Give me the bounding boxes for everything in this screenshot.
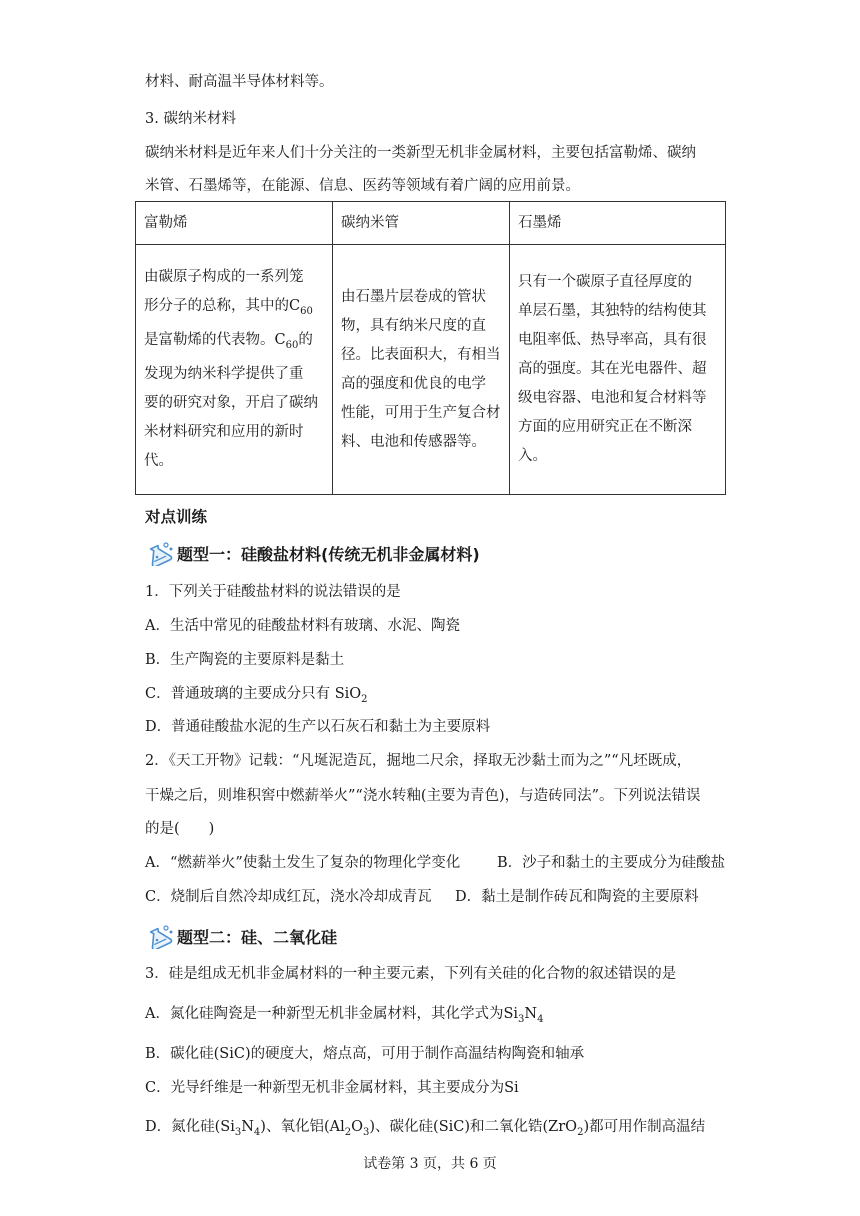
q2-stem-line: 干燥之后，则堆积窖中燃薪举火”“浇水转釉(主要为青色)，与造砖同法”。下列说法错误 — [145, 788, 701, 804]
flask-icon — [145, 540, 175, 566]
q3-option-a: A．氮化硅陶瓷是一种新型无机非金属材料，其化学式为$Si_3N_4$ — [145, 1006, 544, 1025]
q3-option-d: D．氮化硅$(Si_3N_4)$、氧化铝$(Al_2O_3)$、碳化硅(SiC)和二氧化锆(ZrO$_2$)都可用作制高温结 — [145, 1119, 706, 1138]
flask-icon — [145, 923, 175, 949]
header-nanotube: 碳纳米管 — [333, 202, 510, 245]
cell-nanotube: 由石墨片层卷成的管状 物，具有纳米尺度的直 径。比表面积大，有相当 高的强度和优良的电学 性能，可用于生产复合材 料、电池和传感器等。 — [333, 245, 510, 495]
page-footer: 试卷第 3 页，共 6 页 — [363, 1156, 497, 1172]
type2-heading — [145, 923, 337, 949]
q1-option-d: D．普通硅酸盐水泥的生产以石灰石和黏土为主要原料 — [145, 719, 491, 735]
q2-option-d: D．黏土是制作砖瓦和陶瓷的主要原料 — [455, 889, 699, 905]
training-title: 对点训练 — [145, 508, 208, 526]
q1-option-b: B．生产陶瓷的主要原料是黏土 — [145, 652, 345, 668]
q3-stem: 3．硅是组成无机非金属材料的一种主要元素，下列有关硅的化合物的叙述错误的是 — [145, 966, 677, 982]
intro-line: 材料、耐高温半导体材料等。 — [145, 74, 334, 90]
paragraph-line: 碳纳米材料是近年来人们十分关注的一类新型无机非金属材料，主要包括富勒烯、碳纳 — [145, 145, 696, 161]
q2-option-c: C．烧制后自然冷却成红瓦，浇水冷却成青瓦 — [145, 889, 432, 905]
section-title: 3. 碳纳米材料 — [145, 111, 236, 127]
paragraph-line: 米管、石墨烯等，在能源、信息、医药等领域有着广阔的应用前景。 — [145, 178, 580, 194]
cell-fullerene: 由碳原子构成的一系列笼 形分子的总称，其中的$C_{60}$ 是富勒烯的代表物。$C_{60}$的 发现为纳米科学提供了重 要的研究对象，开启了碳纳 米材料研究和应用的新时 代。 — [136, 245, 333, 495]
q2-stem-line: 2．《天工开物》记载：“凡埏泥造瓦，掘地二尺余，择取无沙黏土而为之”“凡坯既成， — [145, 753, 692, 769]
header-fullerene: 富勒烯 — [136, 202, 333, 245]
q3-option-b: B．碳化硅(SiC)的硬度大，熔点高，可用于制作高温结构陶瓷和轴承 — [145, 1046, 585, 1062]
q2-option-a: A．“燃薪举火”使黏土发生了复杂的物理化学变化 — [145, 855, 461, 871]
header-graphene: 石墨烯 — [510, 202, 726, 245]
type1-heading — [145, 540, 480, 566]
q1-option-a: A．生活中常见的硅酸盐材料有玻璃、水泥、陶瓷 — [145, 618, 460, 634]
q3-option-c: C．光导纤维是一种新型无机非金属材料，其主要成分为Si — [145, 1080, 519, 1096]
type2-title: 题型二：硅、二氧化硅 — [177, 927, 338, 947]
q1-option-c: C．普通玻璃的主要成分只有 SiO$_2$ — [145, 686, 368, 705]
cell-graphene: 只有一个碳原子直径厚度的 单层石墨，其独特的结构使其 电阻率低、热导率高，具有很 高的强度。其在光电器件、超 级电容器、电池和复合材料等 方面的应用研究正在不断深 入。 — [510, 245, 726, 495]
materials-table — [135, 201, 726, 495]
q1-stem: 1．下列关于硅酸盐材料的说法错误的是 — [145, 584, 401, 600]
type1-title: 题型一：硅酸盐材料(传统无机非金属材料) — [177, 544, 480, 564]
q2-option-b: B．沙子和黏土的主要成分为硅酸盐 — [497, 855, 726, 871]
q2-stem-line: 的是( ) — [145, 821, 215, 837]
